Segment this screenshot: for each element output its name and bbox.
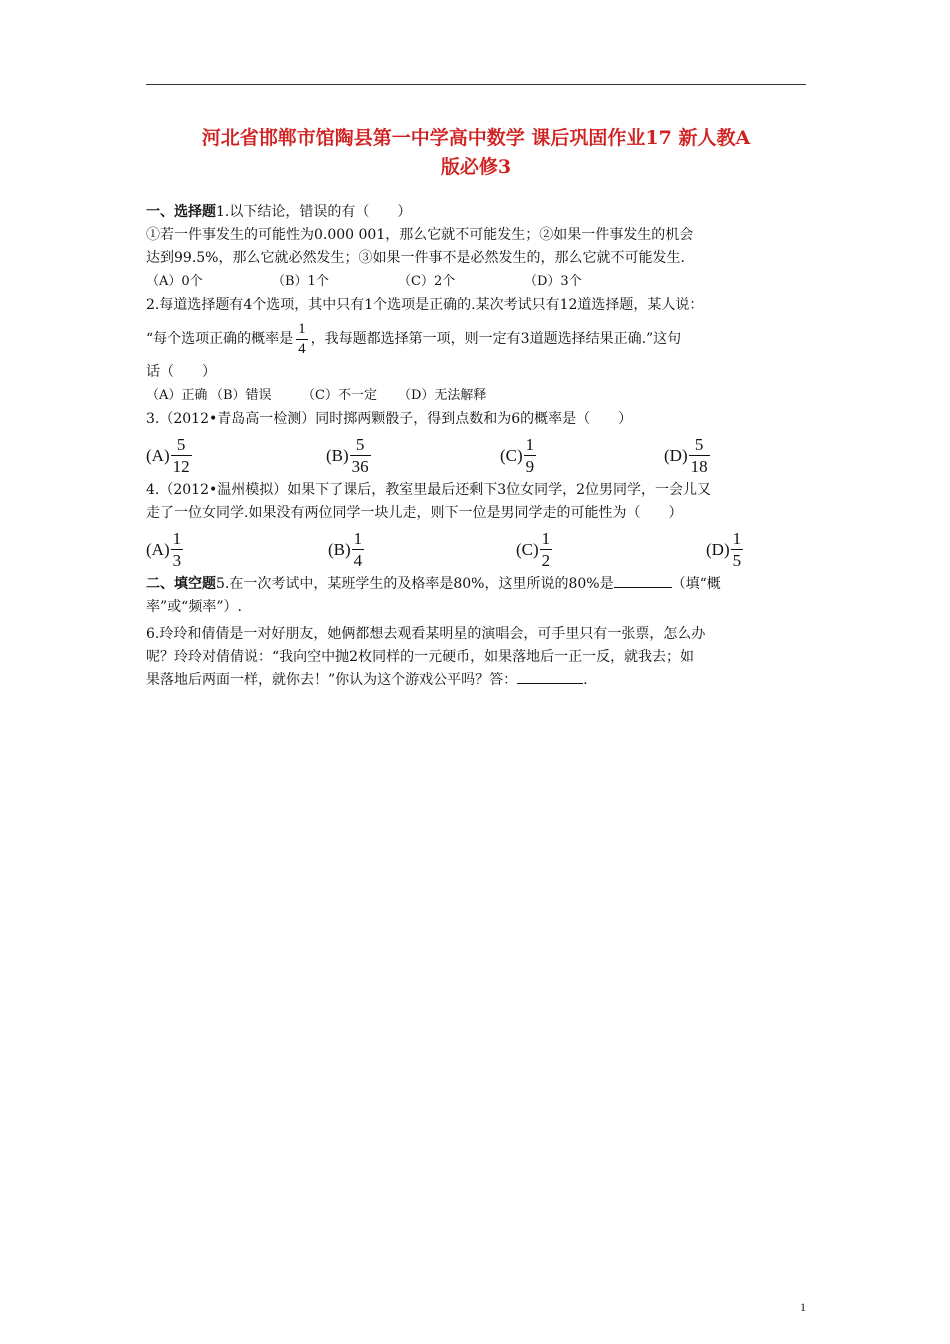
q2-option-c: （C）不一定 [302, 388, 377, 403]
q3-option-a-numerator: 5 [176, 434, 186, 454]
q3-option-b-fraction [350, 434, 371, 477]
q2-line-1: 2.每道选择题有4个选项，其中只有1个选项是正确的.某次考试只有12道选择题，某人说： [146, 297, 704, 313]
q1-option-a: （A）0个 [146, 274, 203, 289]
q3-option-c-numerator: 1 [525, 434, 535, 454]
q4-option-d [706, 528, 746, 571]
q2-post-text: ，我每题都选择第一项，则一定有3道题选择结果正确.”这句 [310, 330, 682, 347]
q3-option-b-label: (B) [326, 445, 349, 465]
q2-fraction-denominator: 4 [298, 340, 306, 357]
q4-option-c-fraction [540, 528, 553, 571]
q3-option-c [500, 434, 664, 477]
q3-option-d-denominator: 18 [690, 456, 708, 476]
q4-option-a-denominator: 3 [172, 550, 182, 570]
q4-option-c-label: (C) [516, 539, 539, 559]
q5-pre-text: 5.在一次考试中，某班学生的及格率是80%，这里所说的80%是 [216, 576, 614, 592]
q1-options [146, 270, 818, 294]
q5-post-text: （填“概 [671, 576, 721, 592]
q4-option-b [328, 528, 516, 571]
q6-answer-blank[interactable] [517, 669, 583, 684]
q3-option-a [146, 434, 326, 477]
q6-line-3 [146, 669, 818, 692]
q2-option-a: （A）正确 [146, 388, 208, 403]
q1-option-d: （D）3个 [524, 274, 582, 289]
q4-option-b-numerator: 1 [353, 528, 363, 548]
q2-line-3: 话（ ） [146, 364, 216, 380]
q5-answer-blank[interactable] [614, 573, 672, 588]
q2-options [146, 384, 818, 408]
q3-option-c-label: (C) [500, 445, 523, 465]
q3-option-d-numerator: 5 [694, 434, 704, 454]
q4-option-b-denominator: 4 [353, 550, 363, 570]
q4-option-d-fraction [731, 528, 744, 571]
q4-option-a-numerator: 1 [172, 528, 182, 548]
document-title [146, 124, 806, 182]
title-line-2: 版必修3 [440, 156, 512, 178]
q5-line-1 [146, 573, 818, 596]
q3-option-d-fraction [689, 434, 710, 477]
q3-option-a-denominator: 12 [172, 456, 190, 476]
q4-option-b-label: (B) [328, 539, 351, 559]
q4-line-2: 走了一位女同学.如果没有两位同学一块儿走，则下一位是男同学走的可能性为（ ） [146, 505, 683, 521]
q4-options [146, 525, 818, 573]
q6-line-1: 6.玲玲和倩倩是一对好朋友，她俩都想去观看某明星的演唱会，可手里只有一张票，怎么办 [146, 626, 706, 642]
q1-option-b: （B）1个 [272, 274, 329, 289]
q4-option-a-fraction [171, 528, 184, 571]
q6-line-3-text: 果落地后两面一样，就你去！”你认为这个游戏公平吗？答： [146, 672, 518, 688]
q4-option-a-label: (A) [146, 539, 170, 559]
q3-option-d [664, 434, 713, 477]
q3-option-d-label: (D) [664, 445, 688, 465]
q4-option-d-denominator: 5 [732, 550, 742, 570]
q1-option-c: （C）2个 [398, 274, 456, 289]
q5-line-2: 率”或“频率”）. [146, 599, 242, 615]
q3-option-a-label: (A) [146, 445, 170, 465]
q2-line-2 [146, 317, 818, 361]
q6-line-2: 呢？玲玲对倩倩说：“我向空中抛2枚同样的一元硬币，如果落地后一正一反，就我去；如 [146, 649, 695, 665]
q2-fraction [296, 320, 308, 359]
q6-line-3-end: . [583, 672, 588, 688]
q4-option-d-numerator: 1 [732, 528, 742, 548]
q2-pre-text: “每个选项正确的概率是 [146, 330, 294, 347]
q1-stem-line [146, 201, 818, 224]
q3-option-c-denominator: 9 [525, 456, 535, 476]
q1-stem: 1.以下结论，错误的有（ ） [216, 204, 412, 220]
document-body [146, 201, 818, 692]
q4-option-b-fraction [352, 528, 365, 571]
q1-line-1: ①若一件事发生的可能性为0.000 001，那么它就不可能发生；②如果一件事发生的机会 [146, 227, 694, 243]
title-line-1: 河北省邯郸市馆陶县第一中学高中数学 课后巩固作业17 新人教A [201, 127, 751, 149]
q3-options [146, 431, 818, 479]
header-rule [146, 84, 806, 85]
q3-stem: 3.（2012•青岛高一检测）同时掷两颗骰子，得到点数和为6的概率是（ ） [146, 411, 633, 427]
section-2-label: 二、填空题 [146, 576, 216, 592]
q3-option-c-fraction [524, 434, 537, 477]
q4-option-c-numerator: 1 [541, 528, 551, 548]
q4-option-c-denominator: 2 [541, 550, 551, 570]
q4-option-d-label: (D) [706, 539, 730, 559]
section-1-label: 一、选择题 [146, 204, 216, 220]
q3-option-b-denominator: 36 [351, 456, 369, 476]
q3-option-b-numerator: 5 [355, 434, 365, 454]
q3-option-a-fraction [171, 434, 192, 477]
q4-line-1: 4.（2012•温州模拟）如果下了课后，教室里最后还剩下3位女同学，2位男同学，一会儿又 [146, 482, 712, 498]
q3-option-b [326, 434, 500, 477]
q4-option-a [146, 528, 328, 571]
q2-option-d: （D）无法解释 [398, 388, 487, 403]
q4-option-c [516, 528, 706, 571]
q1-line-2: 达到99.5%，那么它就必然发生；③如果一件事不是必然发生的，那么它就不可能发生. [146, 250, 685, 266]
q2-option-b: （B）错误 [210, 388, 272, 403]
page-number: 1 [800, 1300, 806, 1314]
q2-fraction-numerator: 1 [298, 320, 306, 337]
